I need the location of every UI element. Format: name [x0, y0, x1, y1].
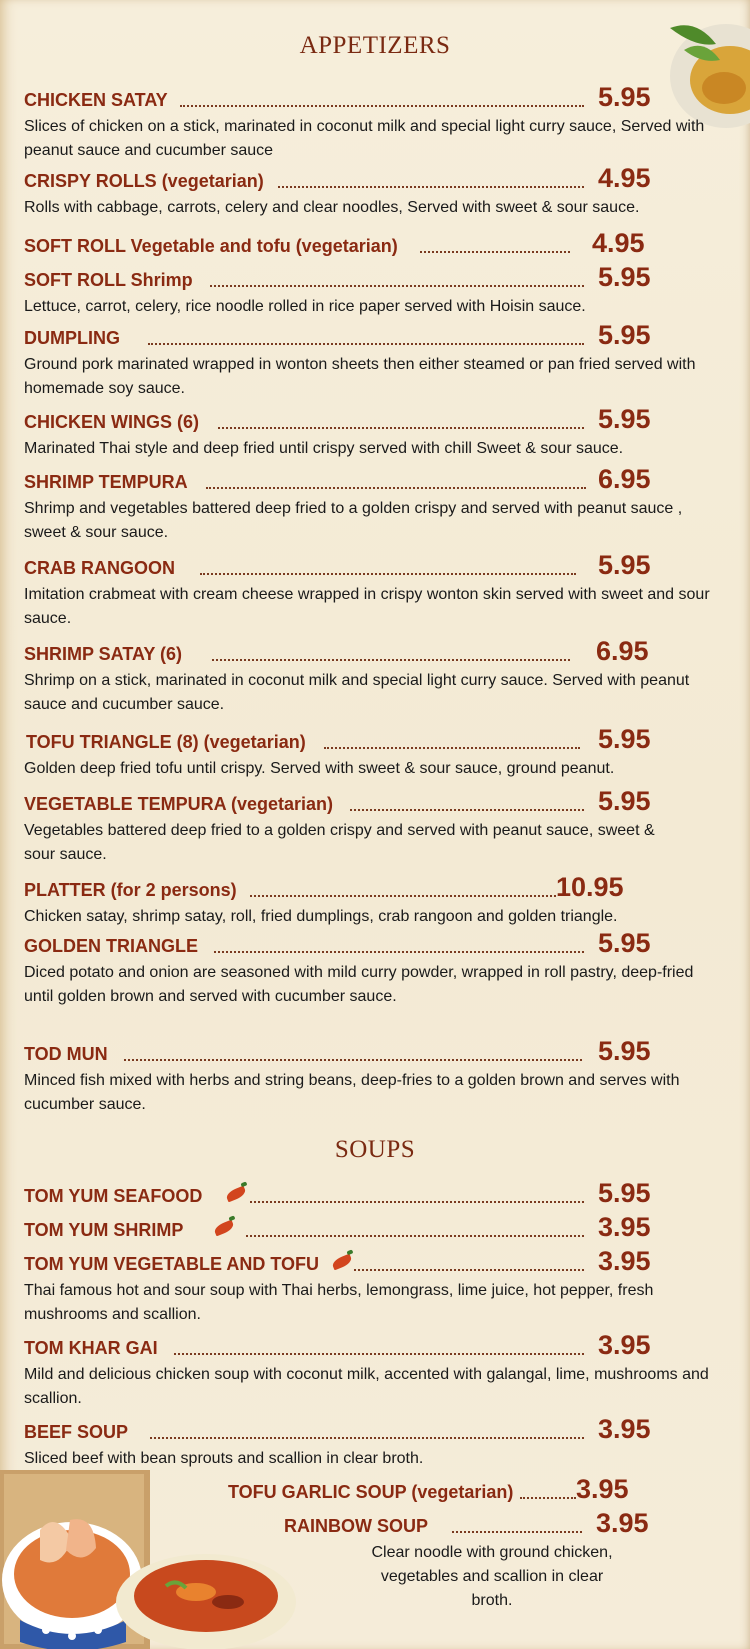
dot-leader — [520, 1497, 576, 1499]
menu-item-tom-yum-shrimp — [24, 1212, 714, 1243]
item-name: TOM YUM VEGETABLE AND TOFU — [24, 1254, 320, 1274]
item-description: Marinated Thai style and deep fried until crispy served with chill Sweet & sour sauce. — [24, 440, 624, 457]
item-name: SOFT ROLL Shrimp — [24, 270, 193, 290]
item-price: 6.95 — [598, 464, 651, 494]
item-name: SHRIMP SATAY (6) — [24, 644, 183, 664]
item-description: Golden deep fried tofu until crispy. Served with sweet & sour sauce, ground peanut. — [24, 760, 615, 777]
item-price: 10.95 — [556, 872, 624, 902]
item-name: GOLDEN TRIANGLE — [24, 936, 198, 956]
dot-leader — [354, 1269, 584, 1271]
dot-leader — [210, 285, 584, 287]
dot-leader — [180, 105, 584, 107]
item-price: 4.95 — [592, 228, 645, 258]
item-price: 3.95 — [598, 1330, 651, 1360]
item-price: 5.95 — [598, 550, 651, 580]
dot-leader — [212, 659, 570, 661]
soups-heading: SOUPS — [334, 1136, 416, 1163]
item-description: Rolls with cabbage, carrots, celery and clear noodles, Served with sweet & sour sauce. — [24, 199, 640, 216]
item-price: 5.95 — [598, 928, 651, 958]
dot-leader — [174, 1353, 584, 1355]
item-price: 3.95 — [598, 1414, 651, 1444]
menu-item-golden-triangle — [24, 928, 714, 1009]
dot-leader — [218, 427, 584, 429]
item-description: Chicken satay, shrimp satay, roll, fried dumplings, crab rangoon and golden triangle. — [24, 908, 618, 925]
dot-leader — [250, 1201, 584, 1203]
menu-item-soft-roll-vegetable — [24, 228, 714, 259]
dot-leader — [420, 251, 570, 253]
item-description: Thai famous hot and sour soup with Thai herbs, lemongrass, lime juice, hot pepper, fresh mushrooms and scallion. — [24, 1282, 654, 1323]
dot-leader — [150, 1437, 584, 1439]
item-description: Slices of chicken on a stick, marinated in coconut milk and special light curry sauce, Served with peanut sauce and cucumber sauce — [24, 118, 705, 159]
menu-item-tod-mun — [24, 1036, 714, 1117]
menu-item-crispy-rolls — [24, 163, 714, 220]
menu-item-chicken-wings — [24, 404, 714, 461]
item-name: CRISPY ROLLS (vegetarian) — [24, 171, 264, 191]
appetizers-heading: APPETIZERS — [299, 32, 451, 59]
menu-item-platter — [24, 872, 714, 929]
menu-item-shrimp-tempura — [24, 464, 714, 545]
item-name: TOM KHAR GAI — [24, 1338, 158, 1358]
item-price: 3.95 — [598, 1212, 651, 1242]
item-description: Vegetables battered deep fried to a golden crispy and served with peanut sauce, sweet & sour sauce. — [24, 822, 655, 863]
item-price: 5.95 — [598, 262, 651, 292]
item-price: 5.95 — [598, 724, 651, 754]
item-name: BEEF SOUP — [24, 1422, 129, 1442]
item-name: RAINBOW SOUP — [284, 1516, 428, 1536]
item-description: Ground pork marinated wrapped in wonton sheets then either steamed or pan fried served with homemade soy sauce. — [24, 356, 696, 397]
menu-item-soft-roll-shrimp — [24, 262, 714, 319]
item-name: PLATTER (for 2 persons) — [24, 880, 237, 900]
dot-leader — [206, 487, 586, 489]
menu-item-shrimp-satay — [24, 636, 714, 717]
item-price: 5.95 — [598, 786, 651, 816]
item-name: TOD MUN — [24, 1044, 108, 1064]
menu-item-tom-yum-vegetable — [24, 1246, 714, 1327]
menu-item-vegetable-tempura — [24, 786, 714, 867]
item-name: TOM YUM SEAFOOD — [24, 1186, 203, 1206]
dot-leader — [324, 747, 580, 749]
menu-item-dumpling — [24, 320, 714, 401]
item-description: Mild and delicious chicken soup with coconut milk, accented with galangal, lime, mushrooms and scallion. — [24, 1366, 709, 1407]
menu-item-tom-khar-gai — [24, 1330, 714, 1411]
item-name: CHICKEN SATAY — [24, 90, 168, 110]
item-description: Imitation crabmeat with cream cheese wrapped in crispy wonton skin served with sweet and sour sauce. — [24, 586, 710, 627]
menu-item-chicken-satay — [24, 82, 714, 163]
item-name: CHICKEN WINGS (6) — [24, 412, 199, 432]
item-description: Clear noodle with ground chicken, vegetables and scallion in clear broth. — [371, 1544, 613, 1609]
dot-leader — [246, 1235, 584, 1237]
dot-leader — [250, 895, 556, 897]
item-price: 5.95 — [598, 320, 651, 350]
item-price: 4.95 — [598, 163, 651, 193]
item-name: TOFU GARLIC SOUP (vegetarian) — [228, 1482, 514, 1502]
item-price: 3.95 — [598, 1246, 651, 1276]
dot-leader — [452, 1531, 582, 1533]
item-description: Shrimp on a stick, marinated in coconut milk and special light curry sauce. Served with peanut sauce and cucumber sauce. — [24, 672, 690, 713]
item-price: 5.95 — [598, 1036, 651, 1066]
chili-pepper-icon — [225, 1186, 247, 1203]
item-name: CRAB RANGOON — [24, 558, 175, 578]
item-description: Minced fish mixed with herbs and string beans, deep-fries to a golden brown and serves with cucumber sauce. — [24, 1072, 680, 1113]
menu-item-beef-soup — [24, 1414, 714, 1471]
chili-pepper-icon — [213, 1220, 235, 1237]
menu-item-crab-rangoon — [24, 550, 714, 631]
item-description: Sliced beef with bean sprouts and scallion in clear broth. — [24, 1450, 424, 1467]
item-description: Lettuce, carrot, celery, rice noodle rolled in rice paper served with Hoisin sauce. — [24, 298, 586, 315]
item-description: Shrimp and vegetables battered deep fried to a golden crispy and served with peanut sauce , sweet & sour sauce. — [24, 500, 683, 541]
item-name: TOM YUM SHRIMP — [24, 1220, 184, 1240]
menu-item-tofu-triangle — [24, 724, 714, 781]
item-name: DUMPLING — [24, 328, 120, 348]
dot-leader — [148, 343, 584, 345]
chili-pepper-icon — [331, 1254, 353, 1271]
dot-leader — [214, 951, 584, 953]
item-name: SOFT ROLL Vegetable and tofu (vegetarian) — [24, 236, 398, 256]
item-name: VEGETABLE TEMPURA (vegetarian) — [24, 794, 334, 814]
item-description: Diced potato and onion are seasoned with mild curry powder, wrapped in roll pastry, deep-fried until golden brown and served with cucumber sauce. — [24, 964, 694, 1005]
item-name: TOFU TRIANGLE (8) (vegetarian) — [26, 732, 306, 752]
dot-leader — [278, 186, 584, 188]
item-price: 6.95 — [596, 636, 649, 666]
dot-leader — [350, 809, 584, 811]
item-price: 5.95 — [598, 1178, 651, 1208]
dot-leader — [200, 573, 576, 575]
menu-item-rainbow-soup — [284, 1508, 704, 1613]
dot-leader — [124, 1059, 582, 1061]
item-price: 3.95 — [596, 1508, 649, 1538]
item-price: 3.95 — [576, 1474, 629, 1504]
menu-item-tom-yum-seafood — [24, 1178, 714, 1209]
item-price: 5.95 — [598, 82, 651, 112]
soup-photo-bottom-left — [0, 1470, 300, 1649]
item-name: SHRIMP TEMPURA — [24, 472, 188, 492]
item-price: 5.95 — [598, 404, 651, 434]
